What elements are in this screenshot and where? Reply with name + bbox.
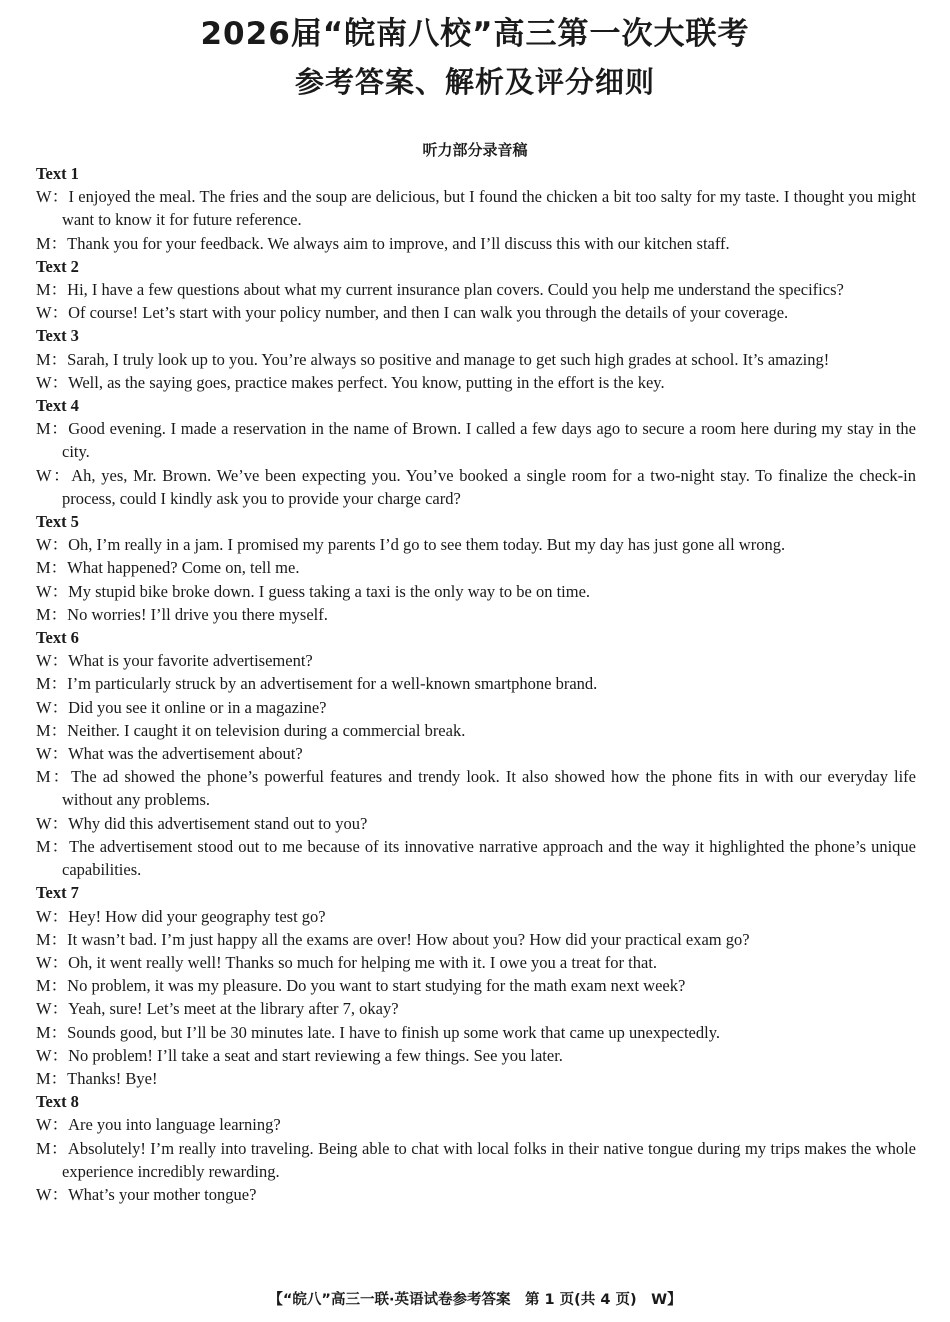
dialogue-text: Sarah, I truly look up to you. You’re always so positive and manage to get such high grades at school. It’s amazing! [67,349,830,369]
speaker-label: W [36,906,52,926]
dialogue-text: It wasn’t bad. I’m just happy all the exams are over! How about you? How did your practical exam go? [67,929,750,949]
speaker-label: W [36,1184,52,1204]
speaker-separator: ： [50,836,70,856]
dialogue-text: I enjoyed the meal. The fries and the soup are delicious, but I found the chicken a bit too salty for my taste. I thought you might want to know it for future reference. [62,187,916,230]
speaker-separator: ： [50,674,68,694]
dialogue-text: Absolutely! I’m really into traveling. Being able to chat with local folks in their native tongue during my trips makes the whole experience incredibly rewarding. [62,1138,916,1181]
dialogue-line [36,580,916,603]
text-heading: Text 7 [36,883,79,903]
dialogue-line [36,371,916,394]
dialogue-text: What happened? Come on, tell me. [67,558,300,578]
dialogue-text: The advertisement stood out to me because of its innovative narrative approach and the way it highlighted the phone’s unique capabilities. [62,836,916,880]
dialogue-line [36,1183,916,1206]
dialogue-line [36,1044,916,1067]
speaker-label: M [36,1138,51,1158]
dialogue-line [36,417,916,463]
dialogue-text: Hi, I have a few questions about what my current insurance plan covers. Could you help me understand the specifics? [67,280,844,300]
speaker-separator: ： [50,1022,68,1042]
dialogue-line [36,1113,916,1136]
speaker-separator: ： [50,720,68,740]
dialogue-line [36,301,916,324]
dialogue-text: Are you into language learning? [68,1115,281,1135]
dialogue-line [36,928,916,951]
dialogue-text: Oh, I’m really in a jam. I promised my parents I’d go to see them today. But my day has just gone all wrong. [68,535,786,555]
dialogue-text: My stupid bike broke down. I guess taking a taxi is the only way to be on time. [68,581,591,601]
speaker-separator: ： [51,581,69,601]
dialogue-line [36,672,916,695]
dialogue-line [36,742,916,765]
speaker-label: M [36,836,51,856]
text-heading: Text 8 [36,1092,79,1112]
dialogue-line [36,556,916,579]
dialogue-text: Ah, yes, Mr. Brown. We’ve been expecting you. You’ve booked a single room for a two-night stay. To finalize the check-in process, could I kindly ask you to provide your charge card? [62,465,916,508]
dialogue-line [36,765,916,811]
text-heading: Text 2 [36,256,79,276]
speaker-separator: ： [51,651,69,671]
dialogue-text: No problem! I’ll take a seat and start reviewing a few things. See you later. [68,1045,563,1065]
speaker-label: W [36,813,52,833]
text-heading: Text 3 [36,326,79,346]
dialogue-line [36,1021,916,1044]
speaker-label: M [36,1068,51,1088]
dialogue-line [36,1137,916,1183]
transcript-body [36,162,916,1206]
speaker-separator: ： [51,744,69,764]
dialogue-line [36,1067,916,1090]
speaker-separator: ： [51,535,69,555]
dialogue-text: What is your favorite advertisement? [68,651,313,671]
speaker-label: M [36,674,51,694]
speaker-separator: ： [51,187,69,207]
speaker-separator: ： [50,233,68,253]
dialogue-line [36,719,916,742]
speaker-separator: ： [51,465,72,485]
speaker-separator: ： [50,1138,68,1158]
page-footer: 【“皖八”高三一联·英语试卷参考答案 第 1 页(共 4 页) W】 [268,1292,682,1308]
speaker-separator: ： [51,697,69,717]
dialogue-line [36,464,916,510]
speaker-separator: ： [50,349,68,369]
document-title: 2026届“皖南八校”高三第一次大联考 [200,16,750,52]
speaker-separator: ： [51,1045,69,1065]
dialogue-text: Thank you for your feedback. We always aim to improve, and I’ll discuss this with our kitchen staff. [67,233,730,253]
speaker-label: W [36,303,52,323]
text-heading: Text 5 [36,512,79,532]
dialogue-line [36,278,916,301]
dialogue-text: Good evening. I made a reservation in the name of Brown. I called a few days ago to secure a room here during my stay in the city. [62,419,917,462]
speaker-label: M [36,233,51,253]
document-subtitle: 参考答案、解析及评分细则 [294,65,655,99]
speaker-separator: ： [51,372,69,392]
speaker-label: W [36,187,52,207]
speaker-label: W [36,697,52,717]
speaker-separator: ： [50,604,68,624]
dialogue-text: Hey! How did your geography test go? [68,906,326,926]
speaker-label: M [36,720,51,740]
dialogue-text: Yeah, sure! Let’s meet at the library after 7, okay? [68,999,399,1019]
dialogue-text: The ad showed the phone’s powerful features and trendy look. It also showed how the phone fits in with our everyday life without any problems. [62,767,916,810]
speaker-label: W [36,465,52,485]
speaker-label: M [36,1022,51,1042]
speaker-separator: ： [51,906,69,926]
dialogue-line [36,533,916,556]
text-heading: Text 1 [36,164,79,183]
speaker-label: W [36,744,52,764]
speaker-label: W [36,952,52,972]
speaker-label: M [36,767,51,787]
dialogue-line [36,997,916,1020]
speaker-separator: ： [51,813,69,833]
speaker-label: M [36,419,51,439]
speaker-label: W [36,999,52,1019]
dialogue-text: Why did this advertisement stand out to you? [68,813,368,833]
speaker-separator: ： [51,1115,69,1135]
section-title: 听力部分录音稿 [422,141,528,159]
speaker-label: M [36,604,51,624]
dialogue-line [36,649,916,672]
dialogue-line [36,696,916,719]
text-heading: Text 4 [36,396,79,416]
speaker-separator: ： [51,999,69,1019]
speaker-label: M [36,349,51,369]
dialogue-line [36,905,916,928]
dialogue-line [36,185,916,231]
speaker-separator: ： [50,280,68,300]
speaker-separator: ： [50,558,68,578]
dialogue-text: No problem, it was my pleasure. Do you want to start studying for the math exam next week? [67,976,686,996]
speaker-label: W [36,1115,52,1135]
speaker-label: M [36,929,51,949]
dialogue-text: Neither. I caught it on television during a commercial break. [67,720,466,740]
dialogue-text: Did you see it online or in a magazine? [68,697,327,717]
speaker-separator: ： [50,767,72,787]
dialogue-text: Of course! Let’s start with your policy number, and then I can walk you through the details of your coverage. [68,303,789,323]
dialogue-text: I’m particularly struck by an advertisement for a well-known smartphone brand. [67,674,598,694]
speaker-separator: ： [50,1068,68,1088]
dialogue-text: Sounds good, but I’ll be 30 minutes late. I have to finish up some work that came up unexpectedly. [67,1022,721,1042]
speaker-label: W [36,372,52,392]
speaker-label: M [36,558,51,578]
speaker-label: M [36,976,51,996]
dialogue-line [36,812,916,835]
speaker-separator: ： [50,976,68,996]
speaker-separator: ： [51,303,69,323]
dialogue-line [36,951,916,974]
speaker-label: W [36,581,52,601]
speaker-separator: ： [50,419,69,439]
dialogue-line [36,348,916,371]
dialogue-line [36,835,916,881]
speaker-separator: ： [51,952,69,972]
text-heading: Text 6 [36,628,79,648]
dialogue-text: What was the advertisement about? [68,744,303,764]
dialogue-text: Oh, it went really well! Thanks so much for helping me with it. I owe you a treat for that. [68,952,658,972]
speaker-label: W [36,535,52,555]
dialogue-text: What’s your mother tongue? [68,1184,257,1204]
speaker-separator: ： [51,1184,69,1204]
dialogue-text: Well, as the saying goes, practice makes perfect. You know, putting in the effort is the key. [68,372,665,392]
speaker-label: M [36,280,51,300]
dialogue-line [36,232,916,255]
dialogue-text: No worries! I’ll drive you there myself. [67,604,328,624]
dialogue-line [36,974,916,997]
speaker-separator: ： [50,929,68,949]
speaker-label: W [36,651,52,671]
dialogue-line [36,603,916,626]
dialogue-text: Thanks! Bye! [67,1068,158,1088]
speaker-label: W [36,1045,52,1065]
